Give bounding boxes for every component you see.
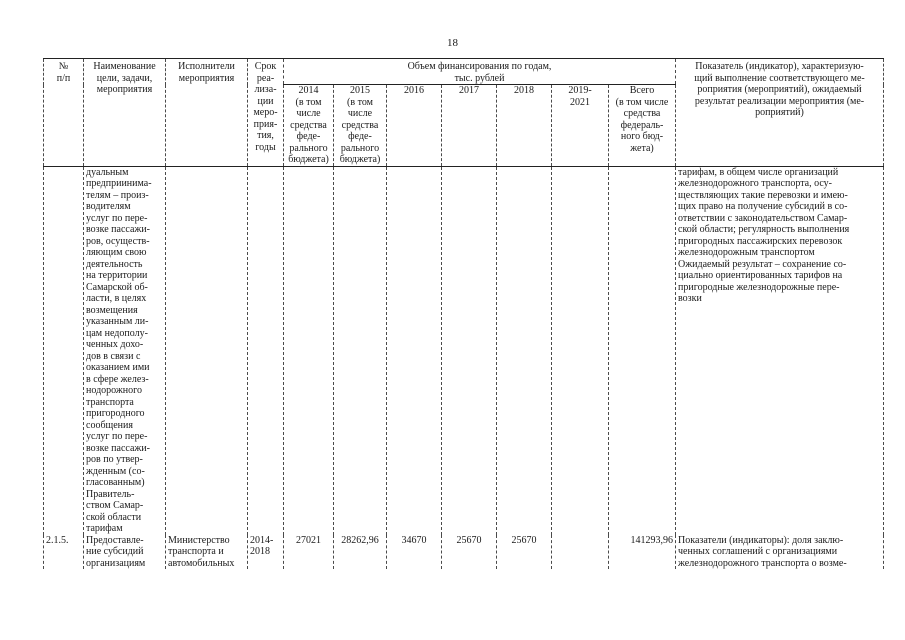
cell-executors: Министерство транспорта и автомобильных [166,535,248,570]
cell-2015: 28262,96 [334,535,387,570]
cell-2015 [334,166,387,535]
cell-indicator: тарифам, в общем числе организаций железнодорожного транспорта, осу- ществляющих такие перевозки и имею- щих право на получение субсидий в со- ответствии с законодательством Самар- ской области; регулярность выполнения пригородных пассажирских перевозок железнодорожным транспортом Ожидаемый результат – сохранение со- циально ориентированных тарифов на пригородные железнодорожные пере- возки [676,166,884,535]
header-row [44,59,884,85]
cell-executors [166,166,248,535]
cell-2014 [284,166,334,535]
header-total: Всего (в том числе средства федераль- ного бюд- жета) [609,85,676,167]
cell-term [248,166,284,535]
cell-2016: 34670 [387,535,442,570]
cell-2017 [442,166,497,535]
header-year-2016: 2016 [387,85,442,167]
header-year-2018: 2018 [497,85,552,167]
header-indicator: Показатель (индикатор), характеризую- щий выполнение соответствующего ме- роприятия (мероприятий), ожидаемый результат реализации мероприятия (ме- роприятий) [676,59,884,167]
cell-term: 2014- 2018 [248,535,284,570]
cell-indicator: Показатели (индикаторы): доля заклю- ченных соглашений с организациями железнодорожного транспорта о возме- [676,535,884,570]
header-executors: Исполнители мероприятия [166,59,248,167]
cell-name: Предоставле- ние субсидий организациям [84,535,166,570]
header-year-2015: 2015 (в том числе средства феде- рального бюджета) [334,85,387,167]
program-table [43,58,884,569]
cell-num [44,166,84,535]
header-num: № п/п [44,59,84,167]
cell-name: дуальным предприинима- телям – произ- водителям услуг по пере- возке пассажи- ров, осуществ- ляющим свою деятельность на территории Самарской об- ласти, в целях возмещения указанным ли- цам недополу- ченных дохо- дов в связи с оказанием ими в сфере желез- нодорожного транспорта пригородного сообщения услуг по пере- возке пассажи- ров по утвер- жденным (со- гласованным) Правитель- ством Самар- ской области тарифам [84,166,166,535]
cell-2019-2021 [552,166,609,535]
header-year-2014: 2014 (в том числе средства феде- рального бюджета) [284,85,334,167]
cell-2019-2021 [552,535,609,570]
header-name: Наименование цели, задачи, мероприятия [84,59,166,167]
cell-total: 141293,96 [609,535,676,570]
cell-2018 [497,166,552,535]
table-row-2-1-5 [44,535,884,570]
cell-total [609,166,676,535]
cell-2017: 25670 [442,535,497,570]
header-term: Срок реа- лиза- ции меро- прия- тия, годы [248,59,284,167]
cell-2018: 25670 [497,535,552,570]
header-year-2019-2021: 2019- 2021 [552,85,609,167]
header-year-2017: 2017 [442,85,497,167]
cell-2014: 27021 [284,535,334,570]
cell-num: 2.1.5. [44,535,84,570]
header-funding: Объем финансирования по годам, тыс. рублей [284,59,676,85]
page-number: 18 [447,37,458,49]
cell-2016 [387,166,442,535]
table-row-continuation [44,166,884,535]
